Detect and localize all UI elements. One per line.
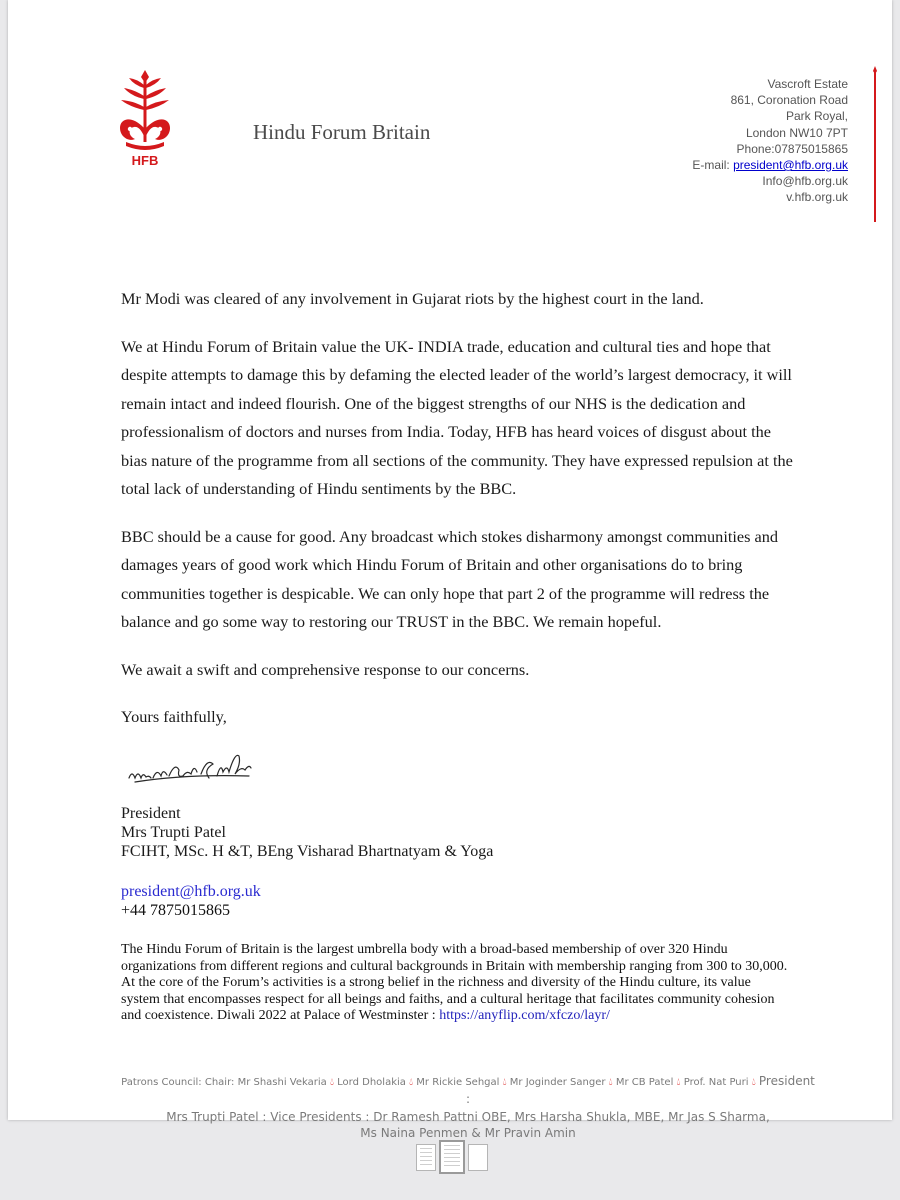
page-thumbnail[interactable] [468, 1144, 488, 1171]
president-email-link[interactable]: president@hfb.org.uk [733, 158, 848, 173]
patrons-prefix: Patrons Council: Chair: Mr Shashi Vekaria [121, 1077, 327, 1088]
handwritten-signature [125, 752, 265, 788]
paragraph: We await a swift and comprehensive response to our concerns. [121, 659, 530, 679]
info-email: Info@hfb.org.uk [762, 174, 848, 189]
page-thumbnail-active[interactable] [439, 1140, 465, 1174]
hfb-logo [118, 70, 172, 168]
signatory-title: President [121, 805, 181, 822]
officers-line: Mrs Trupti Patel : Vice Presidents : Dr Ramesh Pattni OBE, Mrs Harsha Shukla, MBE, Mr Jas S Sharma, [166, 1110, 770, 1124]
paragraph: Mr Modi was cleared of any involvement in Gujarat riots by the highest court in the land. [121, 289, 704, 308]
patron-name: Mr Joginder Sanger [509, 1077, 606, 1088]
anyflip-link[interactable]: https://anyflip.com/xfczo/layr/ [439, 1008, 610, 1024]
paragraph: We at Hindu Forum of Britain value the UK- INDIA trade, education and cultural ties and hope that despite attempts to damage this by defaming the elected leader of the world’s largest democracy, it will remain intact and indeed flourish. One of the biggest strengths of our NHS is the dedication and professionalism of doctors and nurses from India. Today, HFB has heard voices of disgust about the bias nature of the programme from all sections of the community. They have expressed repulsion at the total lack of understanding of Hindu sentiments by the BBC. [121, 336, 793, 498]
about-text: The Hindu Forum of Britain is the largest umbrella body with a broad-based membership of over 320 Hindu organizations from different regions and cultural backgrounds in Britain with membership ranging from 300 to 30,000. At the core of the Forum’s activities is a strong belief in the richness and diversity of the Hindu culture, its value system that encompasses respect for all beings and faiths, and a cultural heritage that facilitates community cohesion and coexistence. Diwali 2022 at Palace of Westminster : [121, 942, 788, 1024]
email-label: E-mail: [692, 158, 734, 173]
paragraph: BBC should be a cause for good. Any broadcast which stokes disharmony amongst communities and damages years of good work which Hindu Forum of Britain and other organisations do to bring communities together is despicable. We can only hope that part 2 of the programme will redress the balance and go some way to restoring our TRUST in the BBC. We remain hopeful. [121, 526, 779, 631]
signatory-qualifications: FCIHT, MSc. H &T, BEng Visharad Bhartnatyam & Yoga [121, 843, 494, 860]
document-page [8, 0, 892, 1140]
page-thumbnail[interactable] [416, 1144, 436, 1171]
address-line: 861, Coronation Road [730, 93, 848, 108]
signatory-email-link[interactable]: president@hfb.org.uk [121, 883, 261, 900]
letterhead-address [692, 76, 848, 206]
patron-name: Mr Rickie Sehgal [416, 1077, 500, 1088]
drop-icon: 💧︎ [676, 1077, 681, 1088]
signatory-block [121, 804, 493, 861]
drop-icon: 💧︎ [502, 1077, 507, 1088]
email-line [692, 157, 848, 173]
letter-body [121, 285, 801, 751]
phone-line: Phone:07875015865 [736, 141, 848, 156]
drop-icon: 💧︎ [608, 1077, 613, 1088]
signatory-contact [121, 882, 261, 920]
about-forum [121, 942, 791, 1025]
closing: Yours faithfully, [121, 707, 227, 726]
address-line: London NW10 7PT [745, 125, 848, 140]
president-label: President : [465, 1074, 815, 1106]
page-thumbnails [416, 1140, 488, 1176]
website: v.hfb.org.uk [786, 190, 848, 205]
patron-name: Mr CB Patel [615, 1077, 674, 1088]
signatory-phone: +44 7875015865 [121, 902, 231, 919]
signatory-name: Mrs Trupti Patel [121, 824, 226, 841]
organisation-name: Hindu Forum Britain [253, 120, 431, 144]
logo-lettering: HFB [131, 153, 159, 168]
officers-line: Ms Naina Penmen & Mr Pravin Amin [360, 1126, 576, 1140]
drop-icon: 💧︎ [751, 1077, 756, 1088]
patron-name: Lord Dholakia [337, 1077, 406, 1088]
red-margin-rule [868, 66, 882, 226]
address-line: Park Royal, [785, 109, 848, 124]
patrons-footer [118, 1073, 818, 1141]
patron-name: Prof. Nat Puri [683, 1077, 749, 1088]
drop-icon: 💧︎ [409, 1077, 414, 1088]
address-line: Vascroft Estate [767, 77, 848, 91]
drop-icon: 💧︎ [329, 1077, 334, 1088]
patrons-line [118, 1073, 818, 1109]
